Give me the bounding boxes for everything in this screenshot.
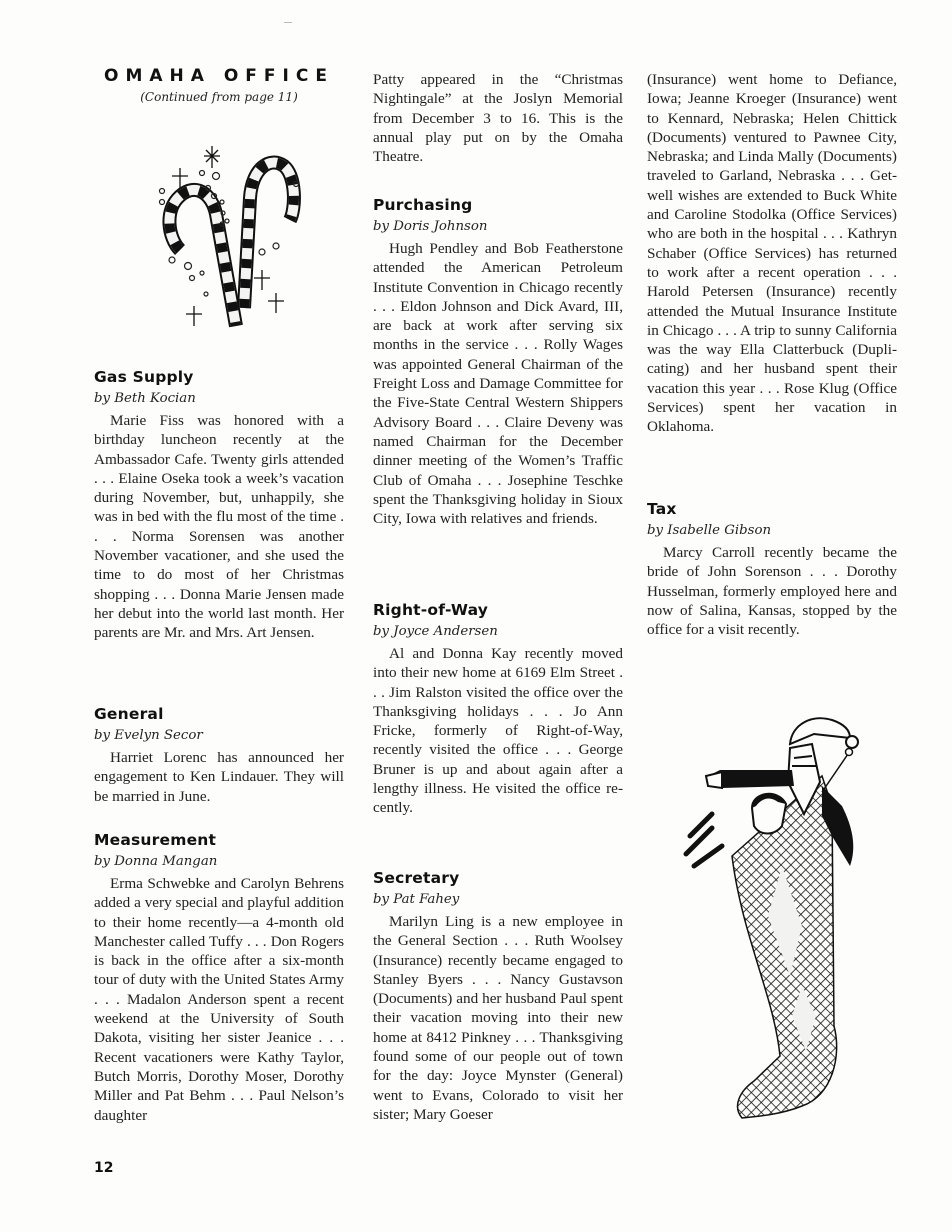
section-right-of-way [373,599,623,818]
section-heading: General [94,705,164,723]
section-heading: Tax [647,500,677,518]
continued-note: (Continued from page 11) [140,90,298,104]
byline: by Donna Mangan [94,854,218,869]
section-gas-supply [94,366,344,643]
byline: by Beth Kocian [94,391,196,406]
section-heading: Right-of-Way [373,601,489,619]
santa-stocking-illustration [682,696,882,1136]
section-body: Marilyn Ling is a new employee in the General Section . . . Ruth Woolsey (Insurance) recently became engaged to Stanley Byers . . . Nancy Gustavson (Documents) and her husband Paul spent their vacation moving into their new home at 8412 Pinkney . . . Thanksgiving found some of our people out of town for the day: Joyce Mynster (General) went to Evans, Colorado to visit her sister; Mary Goeser [373,913,623,1123]
section-body: Al and Donna Kay recently moved into their new home at 6169 Elm Street . . . Jim Ralston visited the office over the Thanksgiving holidays . . . Jo Ann Fricke, formerly of Right-of-Way, recently visited the office . . . George Bruner is up and about again after a lengthy illness. He visited the office recently. [373,645,623,817]
section-heading: Purchasing [373,196,473,214]
section-measurement [94,829,344,1125]
section-body: Erma Schwebke and Carolyn Behrens added a very special and playful addition to their home recently—a 4-month old Manchester called Tuffy . . . Don Rogers is back in the office after a six-month tour of duty with the United States Army . . . Madalon Anderson spent a recent weekend at the University of South Dakota, visiting her sister Jeanice . . . Recent vacationers were Kathy Taylor, Butch Morris, Dorothy Moser, Dorothy Miller and Pat Behm . . . Paul Nelson’s daughter [94,875,344,1124]
byline: by Isabelle Gibson [647,523,772,538]
masthead [94,66,344,104]
section-purchasing [373,194,623,528]
section-heading: Measurement [94,831,217,849]
section-body: Marcy Carroll recently became the bride of John Sorenson . . . Dorothy Husselman, formerly employed here and now of Salina, Kansas, stopped by the office for a visit recently. [647,544,897,639]
page-title: OMAHA OFFICE [104,66,334,86]
byline: by Evelyn Secor [94,728,203,743]
section-heading: Gas Supply [94,368,194,386]
section-general [94,703,344,806]
byline: by Joyce Andersen [373,624,498,639]
section-tax [647,498,897,639]
section-body: (Insurance) went home to Defiance, Iowa; Jeanne Kroeger (Insurance) went to Kennard, Nebraska; Helen Chittick (Documents) ventured to Pawnee City, Nebraska; and Linda Mally (Documents) traveled to Garland, Nebraska . . . Get-well wishes are extended to Buck White and Caroline Stodolka (Office Services) who are both in the hospital . . . Kathryn Schaber (Office Services) has returned to work after a recent operation . . . Harold Petersen (Insurance) recently attended the Mutual Insurance Institute in Chicago . . . A trip to sunny California was the way Ella Clatterbuck (Duplicating) and her husband spent their vacation this year . . . Rose Klug (Office Services) spent her vacation in Oklahoma. [647,71,897,436]
section-body: Marie Fiss was honored with a birthday luncheon recently at the Ambassador Cafe. Twenty girls attended . . . Elaine Oseka took a week’s vacation during November, but, unhappily, she was in bed with the flu most of the time . . . Norma Sorensen was another November vacationer, and she used the time to do most of her Christmas shopping . . . Donna Marie Jensen made her debut into the world last month. Her parents are Mr. and Mrs. Art Jensen. [94,412,344,642]
section-measurement-continued [373,70,623,166]
byline: by Pat Fahey [373,892,460,907]
page-number: 12 [94,1160,114,1176]
section-secretary [373,867,623,1124]
scan-mark [284,22,292,23]
section-body: Patty appeared in the “Christmas Nightingale” at the Joslyn Memorial from December 3 to 16. This is the annual play put on by the Omaha Theatre. [373,71,623,166]
section-secretary-continued [647,70,897,437]
byline: by Doris Johnson [373,219,488,234]
section-body: Hugh Pendley and Bob Featherstone attended the American Petroleum Institute Convention in Chicago recently . . . Eldon Johnson and Dick Avard, III, are back at work after serving six months in the service . . . Rolly Wages was appointed General Chairman of the Freight Loss and Damage Committee for the Five-State Central Western Shippers Advisory Board . . . Claire Deveny was named Chairman for the December dinner meeting of the Women’s Traffic Club of Omaha . . . Josephine Teschke spent the Thanksgiving holiday in Sioux City, Iowa with relatives and friends. [373,240,623,528]
section-heading: Secretary [373,869,460,887]
candy-canes-illustration [150,138,320,338]
section-body: Harriet Lorenc has announced her engagement to Ken Lindauer. They will be married in June. [94,749,344,805]
